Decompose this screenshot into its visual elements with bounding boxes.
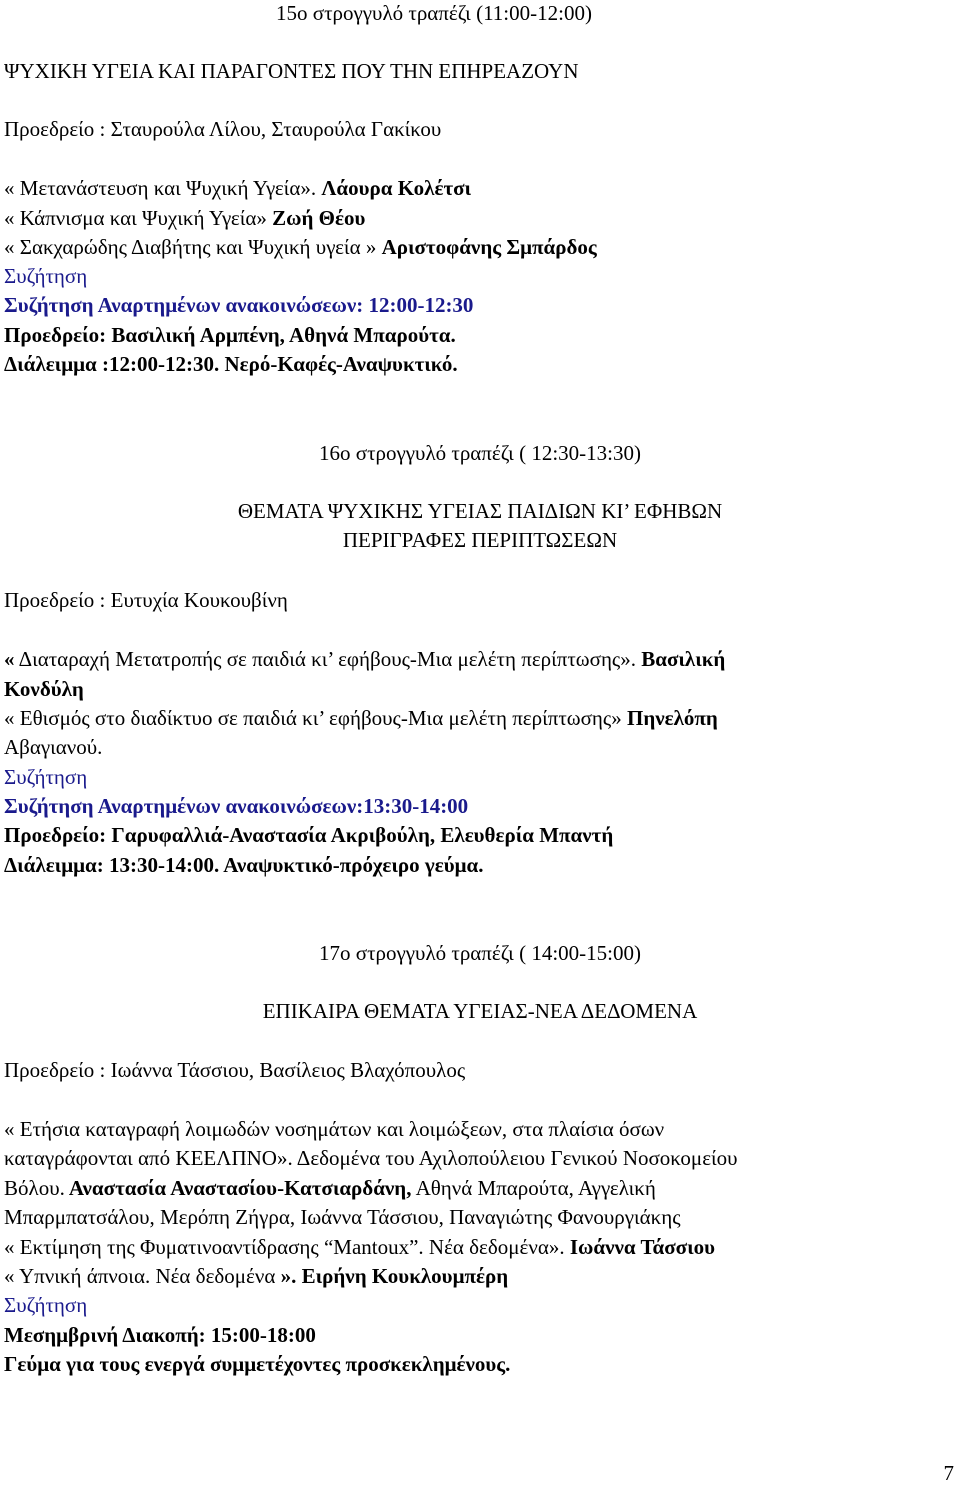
poster-discussion xyxy=(4,793,468,819)
speaker: Αναστασία Αναστασίου-Κατσιαρδάνη, xyxy=(64,1176,412,1200)
lunch-break: Μεσημβρινή Διακοπή: 15:00-18:00 xyxy=(4,1323,316,1347)
section-15-chairs: Προεδρείο : Σταυρούλα Λίλου, Σταυρούλα Γακίκου xyxy=(4,117,442,141)
quote-mark: « xyxy=(4,647,15,671)
talk-title: καταγράφονται από ΚΕΕΛΠΝΟ». xyxy=(4,1146,293,1170)
speaker: Ζωή Θέου xyxy=(272,206,366,230)
talk-line xyxy=(4,1263,508,1289)
talk-title: « Υπνική άπνοια. Νέα δεδομένα xyxy=(4,1264,276,1288)
talk-title: « Σακχαρώδης Διαβήτης και Ψυχική υγεία » xyxy=(4,235,377,259)
page-number: 7 xyxy=(943,1461,954,1485)
section-16-heading: ΘΕΜΑΤΑ ΨΥΧΙΚΗΣ ΥΓΕΙΑΣ ΠΑΙΔΙΩΝ ΚΙ’ ΕΦΗΒΩΝ xyxy=(237,499,723,523)
talk-title: « Μετανάστευση και Ψυχική Υγεία». xyxy=(4,176,317,200)
speaker: Πηνελόπη xyxy=(626,706,718,730)
talk-line xyxy=(4,234,597,260)
speaker: Λάουρα Κολέτσι xyxy=(321,176,472,200)
discussion: Συζήτηση xyxy=(4,765,88,789)
section-16-subheading: ΠΕΡΙΓΡΑΦΕΣ ΠΕΡΙΠΤΩΣΕΩΝ xyxy=(342,528,618,552)
poster-chairs: Προεδρείο: Βασιλική Αρμπένη, Αθηνά Μπαρούτα. xyxy=(4,323,456,347)
quote-end: ». xyxy=(275,1264,297,1288)
talk-line xyxy=(4,205,365,231)
talk-title: « Εκτίμηση της Φυματινοαντίδρασης “Mantoux”. Νέα δεδομένα». xyxy=(4,1235,565,1259)
coauthors: Αθηνά Μπαρούτα, Αγγελική xyxy=(411,1176,656,1200)
section-15-heading: ΨΥΧΙΚΗ ΥΓΕΙΑ ΚΑΙ ΠΑΡΑΓΟΝΤΕΣ ΠΟΥ ΤΗΝ ΕΠΗΡΕΑΖΟΥΝ xyxy=(4,59,579,83)
poster-chairs: Προεδρείο: Γαρυφαλλιά-Αναστασία Ακριβούλη, Ελευθερία Μπαντή xyxy=(4,823,614,847)
section-17-title: 17ο στρογγυλό τραπέζι ( 14:00-15:00) xyxy=(319,941,641,965)
speaker: Ιωάννα Τάσσιου xyxy=(564,1235,716,1259)
section-17-heading: ΕΠΙΚΑΙΡΑ ΘΕΜΑΤΑ ΥΓΕΙΑΣ-ΝΕΑ ΔΕΔΟΜΕΝΑ xyxy=(262,999,698,1023)
talk-line xyxy=(4,1234,715,1260)
coauthors: Μπαρμπατσάλου, Μερόπη Ζήγρα, Ιωάννα Τάσσιου, Παναγιώτης Φανουργιάκης xyxy=(4,1205,681,1229)
poster-discussion-label: Συζήτηση Αναρτημένων ανακοινώσεων: 12:00-12:30 xyxy=(4,293,474,317)
section-15-title: 15ο στρογγυλό τραπέζι (11:00-12:00) xyxy=(276,1,592,25)
talk-title: Διαταραχή Μετατροπής σε παιδιά κι’ εφήβους-Μια μελέτη περίπτωσης». xyxy=(14,647,636,671)
meal-info: Γεύμα για τους ενεργά συμμετέχοντες προσκεκλημένους. xyxy=(4,1352,511,1376)
talk-line xyxy=(4,646,725,672)
talk-subtitle: Δεδομένα του Αχιλοπούλειου Γενικού Νοσοκομείου xyxy=(292,1146,738,1170)
talk-line xyxy=(4,1175,656,1201)
discussion: Συζήτηση xyxy=(4,264,88,288)
speaker: Ειρήνη Κουκλουμπέρη xyxy=(296,1264,509,1288)
talk-title: « Κάπνισμα και Ψυχική Υγεία» xyxy=(4,206,267,230)
speaker: Κονδύλη xyxy=(4,677,84,701)
talk-title: « Ετήσια καταγραφή λοιμωδών νοσημάτων και λοιμώξεων, στα πλαίσια όσων xyxy=(4,1117,665,1141)
talk-line xyxy=(4,705,718,731)
speaker: Αβαγιανού. xyxy=(4,735,103,759)
poster-discussion xyxy=(4,292,473,318)
talk-subtitle: Βόλου. xyxy=(4,1176,65,1200)
discussion: Συζήτηση xyxy=(4,1293,88,1317)
speaker: Αριστοφάνης Σμπάρδος xyxy=(381,235,597,259)
talk-line xyxy=(4,1145,738,1171)
section-16-title: 16ο στρογγυλό τραπέζι ( 12:30-13:30) xyxy=(319,441,641,465)
poster-discussion-label: Συζήτηση Αναρτημένων ανακοινώσεων:13:30-14:00 xyxy=(4,794,469,818)
section-17-chairs: Προεδρείο : Ιωάννα Τάσσιου, Βασίλειος Βλαχόπουλος xyxy=(4,1058,466,1082)
talk-title: « Εθισμός στο διαδίκτυο σε παιδιά κι’ εφήβους-Μια μελέτη περίπτωσης» xyxy=(4,706,622,730)
talk-line xyxy=(4,175,471,201)
break-info: Διάλειμμα: 13:30-14:00. Αναψυκτικό-πρόχειρο γεύμα. xyxy=(4,853,484,877)
section-16-chairs: Προεδρείο : Ευτυχία Κουκουβίνη xyxy=(4,588,288,612)
break-info: Διάλειμμα :12:00-12:30. Νερό-Καφές-Αναψυκτικό. xyxy=(4,352,458,376)
speaker: Βασιλική xyxy=(641,647,726,671)
